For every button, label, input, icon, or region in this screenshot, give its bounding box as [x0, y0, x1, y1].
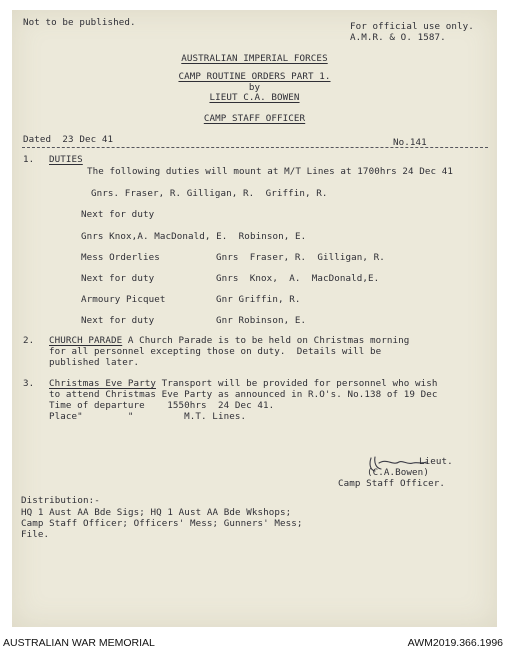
duty-names-2: Gnrs Knox,A. MacDonald, E. Robinson, E.: [81, 231, 307, 242]
archive-footer: [0, 634, 507, 653]
church-parade-line-3: published later.: [49, 357, 140, 368]
distribution-label: Distribution:-: [21, 495, 100, 506]
next-for-duty-3-names: Gnr Robinson, E.: [216, 315, 307, 326]
archive-reference: AWM2019.366.1996: [407, 637, 503, 649]
christmas-party-line-1: [49, 379, 438, 388]
section-2-number: 2.: [23, 335, 35, 346]
section-3-number: 3.: [23, 378, 35, 389]
church-parade-line-1: [49, 336, 409, 345]
distribution-line-3: File.: [21, 529, 50, 540]
by-line: by: [248, 82, 261, 93]
document-page: [12, 10, 497, 627]
section-3-heading: Christmas Eve Party: [49, 378, 156, 389]
archive-name: AUSTRALIAN WAR MEMORIAL: [3, 637, 155, 649]
section-1-heading: DUTIES: [49, 154, 83, 165]
next-for-duty-3-label: Next for duty: [81, 315, 155, 326]
official-use-note: For official use only.: [350, 21, 474, 32]
section-2-heading: CHURCH PARADE: [49, 335, 123, 346]
duty-names-1: Gnrs. Fraser, R. Gilligan, R. Griffin, R.: [91, 188, 328, 199]
next-for-duty-2-label: Next for duty: [81, 273, 155, 284]
armoury-picquet-names: Gnr Griffin, R.: [216, 294, 301, 305]
not-published-note: Not to be published.: [23, 17, 136, 28]
next-for-duty-2-names: Gnrs Knox, A. MacDonald,E.: [216, 273, 380, 284]
order-number: No.141: [393, 137, 427, 148]
date-line: Dated 23 Dec 41: [23, 134, 114, 145]
orders-title: CAMP ROUTINE ORDERS PART 1.: [178, 71, 331, 82]
departure-time: Time of departure 1550hrs 24 Dec 41.: [49, 400, 275, 411]
mess-orderlies-names: Gnrs Fraser, R. Gilligan, R.: [216, 252, 385, 263]
signatory-title: Camp Staff Officer.: [338, 478, 445, 489]
distribution-line-1: HQ 1 Aust AA Bde Sigs; HQ 1 Aust AA Bde Wkshops;: [21, 507, 292, 518]
reference-number: A.M.R. & O. 1587.: [350, 32, 446, 43]
signatory-name: (C.A.Bowen): [367, 467, 429, 478]
officer-name: LIEUT C.A. BOWEN: [209, 92, 300, 103]
mess-orderlies-label: Mess Orderlies: [81, 252, 160, 263]
header-divider: [22, 147, 488, 148]
section-1-number: 1.: [23, 154, 35, 165]
next-for-duty-1: Next for duty: [81, 209, 155, 220]
duties-intro: The following duties will mount at M/T Lines at 1700hrs 24 Dec 41: [87, 166, 454, 177]
christmas-party-line-2: to attend Christmas Eve Party as announced in R.O's. No.138 of 19 Dec: [49, 389, 438, 400]
departure-place: Place" " M.T. Lines.: [49, 411, 247, 422]
church-parade-line-2: for all personnel excepting those on duty. Details will be: [49, 346, 382, 357]
force-title: AUSTRALIAN IMPERIAL FORCES: [181, 53, 328, 64]
armoury-picquet-label: Armoury Picquet: [81, 294, 166, 305]
church-parade-text: A Church Parade is to be held on Christmas morning: [122, 335, 410, 346]
christmas-party-text: Transport will be provided for personnel who wish: [156, 378, 438, 389]
officer-role: CAMP STAFF OFFICER: [203, 113, 306, 124]
distribution-line-2: Camp Staff Officer; Officers' Mess; Gunners' Mess;: [21, 518, 303, 529]
signatory-rank: Lieut.: [419, 456, 453, 467]
